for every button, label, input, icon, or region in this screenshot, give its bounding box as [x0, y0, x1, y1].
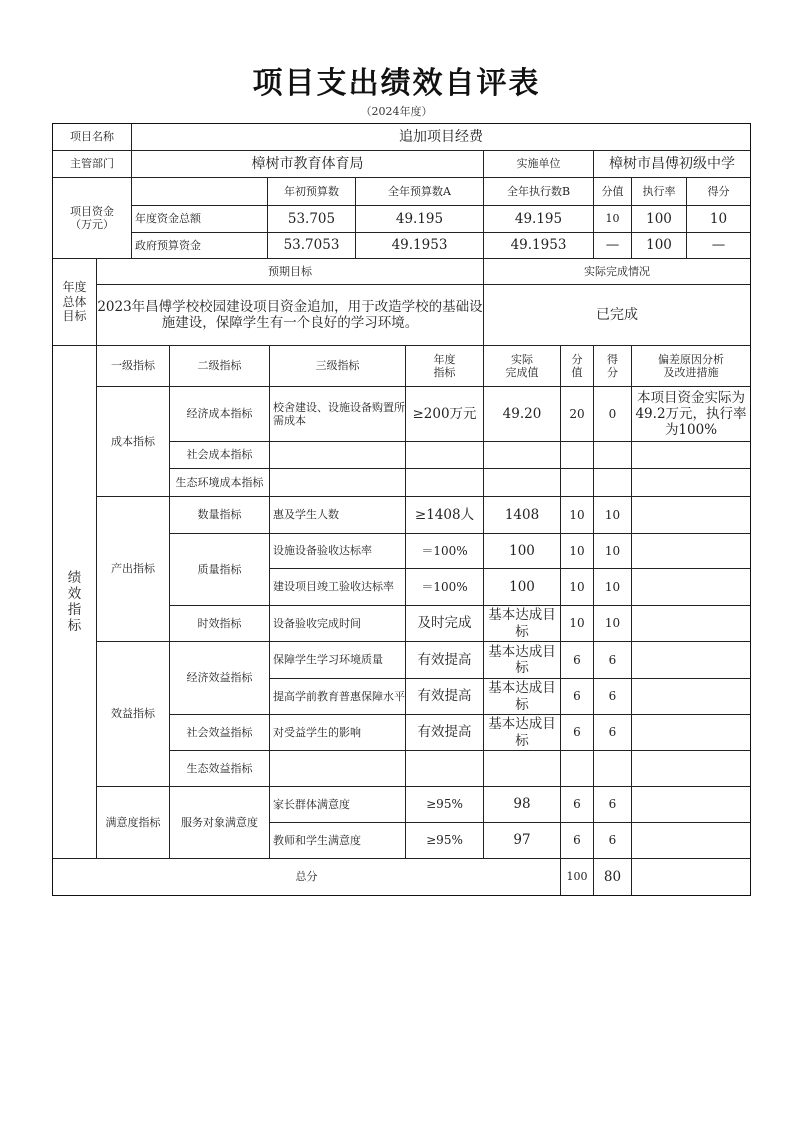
level3-indicator-cell	[269, 468, 406, 497]
level3-indicator-cell: 建设项目竣工验收达标率	[269, 568, 406, 606]
score-cell: 10	[593, 568, 632, 606]
level3-indicator-cell: 对受益学生的影响	[269, 714, 406, 751]
weight-cell: 6	[560, 786, 594, 823]
perf-header-text: 实际 完成值	[505, 352, 539, 379]
score-cell	[593, 441, 632, 469]
total-label: 总分	[52, 858, 561, 896]
deviation-cell	[631, 786, 751, 823]
page-subtitle: （2024年度）	[360, 105, 433, 118]
level3-indicator-cell: 校舍建设、设施设备购置所需成本	[269, 386, 406, 442]
level1-indicator-cell: 效益指标	[96, 641, 170, 787]
deviation-cell	[631, 533, 751, 569]
level2-indicator-cell: 数量指标	[169, 496, 270, 534]
funds-initial-cell: 53.705	[267, 205, 356, 233]
perf-header-target	[405, 345, 484, 387]
actual-value-cell	[483, 441, 561, 469]
score-cell: 10	[593, 605, 632, 642]
actual-value-cell: 1408	[483, 496, 561, 534]
annual-target-cell: 有效提高	[405, 714, 484, 751]
funds-header-blank	[131, 177, 268, 206]
funds-executed-b-cell: 49.1953	[483, 232, 594, 259]
annual-target-cell	[405, 750, 484, 787]
annual-target-cell: ＝100%	[405, 568, 484, 606]
deviation-cell	[631, 568, 751, 606]
funds-executed-b-cell: 49.195	[483, 205, 594, 233]
goal-label-text: 年度 总体 目标	[62, 280, 87, 324]
level3-indicator-cell: 教师和学生满意度	[269, 822, 406, 859]
level2-indicator-cell: 经济成本指标	[169, 386, 270, 442]
perf-header-level2: 二级指标	[169, 345, 270, 387]
level2-indicator-cell: 社会成本指标	[169, 441, 270, 469]
funds-header-cell: 得分	[686, 177, 751, 206]
funds-rate-cell: 100	[631, 232, 687, 259]
deviation-cell	[631, 468, 751, 497]
project-name-label: 项目名称	[52, 123, 132, 151]
perf-header-deviation	[631, 345, 751, 387]
funds-row-label: 年度资金总额	[131, 205, 268, 233]
level2-indicator-cell: 社会效益指标	[169, 714, 270, 751]
actual-value-cell: 基本达成目标	[483, 714, 561, 751]
actual-value-cell: 100	[483, 533, 561, 569]
weight-cell: 6	[560, 822, 594, 859]
dept-value: 樟树市教育体育局	[131, 150, 484, 178]
funds-score-value-cell: —	[593, 232, 632, 259]
funds-initial-cell: 53.7053	[267, 232, 356, 259]
score-cell: 10	[593, 533, 632, 569]
actual-value-cell: 基本达成目标	[483, 641, 561, 679]
goal-label	[52, 258, 97, 346]
weight-cell: 6	[560, 678, 594, 715]
level1-indicator-cell: 产出指标	[96, 496, 170, 642]
actual-value-cell: 98	[483, 786, 561, 823]
score-cell	[593, 750, 632, 787]
weight-cell: 6	[560, 641, 594, 679]
level1-indicator-cell: 满意度指标	[96, 786, 170, 859]
level2-indicator-cell: 服务对象满意度	[169, 786, 270, 859]
score-cell: 6	[593, 822, 632, 859]
weight-cell: 10	[560, 568, 594, 606]
perf-header-level1: 一级指标	[96, 345, 170, 387]
project-name-value: 追加项目经费	[131, 123, 751, 151]
funds-label-text: 项目资金 （万元）	[70, 204, 114, 231]
weight-cell	[560, 468, 594, 497]
total-score-cell: 80	[593, 858, 632, 896]
level2-indicator-cell: 质量指标	[169, 533, 270, 606]
perf-header-text: 得 分	[607, 352, 618, 379]
funds-annual-a-cell: 49.1953	[355, 232, 484, 259]
level2-indicator-cell: 经济效益指标	[169, 641, 270, 715]
annual-target-cell	[405, 468, 484, 497]
deviation-cell	[631, 822, 751, 859]
score-cell: 6	[593, 786, 632, 823]
weight-cell: 10	[560, 496, 594, 534]
deviation-cell	[631, 750, 751, 787]
actual-value-cell: 基本达成目标	[483, 605, 561, 642]
weight-cell: 6	[560, 714, 594, 751]
perf-label	[52, 345, 97, 859]
score-cell: 0	[593, 386, 632, 442]
actual-status-text: 已完成	[483, 284, 751, 346]
level3-indicator-cell	[269, 441, 406, 469]
score-cell: 10	[593, 496, 632, 534]
deviation-cell	[631, 441, 751, 469]
level1-indicator-cell: 成本指标	[96, 386, 170, 497]
score-cell: 6	[593, 714, 632, 751]
perf-header-text: 分 值	[571, 352, 583, 379]
funds-header-cell: 年初预算数	[267, 177, 356, 206]
actual-value-cell	[483, 468, 561, 497]
actual-value-cell: 100	[483, 568, 561, 606]
level3-indicator-cell: 家长群体满意度	[269, 786, 406, 823]
actual-value-cell	[483, 750, 561, 787]
annual-target-cell: ≥1408人	[405, 496, 484, 534]
perf-header-text: 偏差原因分析 及改进措施	[658, 352, 724, 379]
level2-indicator-cell: 生态效益指标	[169, 750, 270, 787]
score-cell: 6	[593, 641, 632, 679]
page-title: 项目支出绩效自评表	[252, 66, 541, 101]
weight-cell: 10	[560, 605, 594, 642]
level3-indicator-cell: 惠及学生人数	[269, 496, 406, 534]
perf-header-text: 年度 指标	[433, 352, 456, 379]
actual-value-cell: 基本达成目标	[483, 678, 561, 715]
annual-target-cell: 有效提高	[405, 641, 484, 679]
deviation-cell	[631, 641, 751, 679]
funds-header-cell: 全年执行数B	[483, 177, 594, 206]
actual-value-cell: 49.20	[483, 386, 561, 442]
funds-score-value-cell: 10	[593, 205, 632, 233]
weight-cell	[560, 750, 594, 787]
actual-status-header: 实际完成情况	[483, 258, 751, 285]
level2-indicator-cell: 生态环境成本指标	[169, 468, 270, 497]
level3-indicator-cell: 设施设备验收达标率	[269, 533, 406, 569]
deviation-cell	[631, 678, 751, 715]
expected-goal-header: 预期目标	[96, 258, 484, 285]
expected-goal-text: 2023年昌傅学校校园建设项目资金追加，用于改造学校的基础设施建设，保障学生有一个良好的学习环境。	[96, 284, 484, 346]
funds-header-cell: 分值	[593, 177, 632, 206]
annual-target-cell: ＝100%	[405, 533, 484, 569]
annual-target-cell: 有效提高	[405, 678, 484, 715]
deviation-cell	[631, 605, 751, 642]
funds-annual-a-cell: 49.195	[355, 205, 484, 233]
score-cell	[593, 468, 632, 497]
total-weight-cell: 100	[560, 858, 594, 896]
perf-header-weight	[560, 345, 594, 387]
level3-indicator-cell: 提高学前教育普惠保障水平	[269, 678, 406, 715]
annual-target-cell: ≥95%	[405, 822, 484, 859]
weight-cell	[560, 441, 594, 469]
level2-indicator-cell: 时效指标	[169, 605, 270, 642]
deviation-cell	[631, 714, 751, 751]
perf-header-score	[593, 345, 632, 387]
funds-header-cell: 执行率	[631, 177, 687, 206]
perf-label-text: 绩 效 指 标	[67, 569, 82, 635]
unit-value: 樟树市昌傅初级中学	[593, 150, 751, 178]
annual-target-cell: ≥95%	[405, 786, 484, 823]
level3-indicator-cell: 保障学生学习环境质量	[269, 641, 406, 679]
funds-label	[52, 177, 132, 259]
funds-rate-cell: 100	[631, 205, 687, 233]
weight-cell: 20	[560, 386, 594, 442]
dept-label: 主管部门	[52, 150, 132, 178]
deviation-cell	[631, 496, 751, 534]
annual-target-cell: ≥200万元	[405, 386, 484, 442]
funds-row-label: 政府预算资金	[131, 232, 268, 259]
score-cell: 6	[593, 678, 632, 715]
perf-header-actual	[483, 345, 561, 387]
actual-value-cell: 97	[483, 822, 561, 859]
deviation-cell: 本项目资金实际为49.2万元，执行率为100%	[631, 386, 751, 442]
funds-header-cell: 全年预算数A	[355, 177, 484, 206]
unit-label: 实施单位	[483, 150, 594, 178]
level3-indicator-cell: 设备验收完成时间	[269, 605, 406, 642]
annual-target-cell	[405, 441, 484, 469]
annual-target-cell: 及时完成	[405, 605, 484, 642]
weight-cell: 10	[560, 533, 594, 569]
total-deviation-cell	[631, 858, 751, 896]
perf-header-level3: 三级指标	[269, 345, 406, 387]
level3-indicator-cell	[269, 750, 406, 787]
funds-score-cell: 10	[686, 205, 751, 233]
funds-score-cell: —	[686, 232, 751, 259]
